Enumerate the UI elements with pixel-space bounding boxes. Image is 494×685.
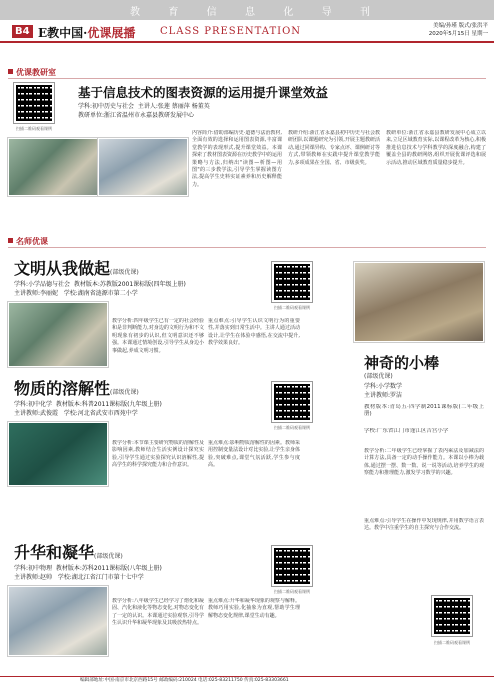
lesson-photo bbox=[98, 138, 188, 196]
lesson-title bbox=[14, 256, 139, 279]
lesson-title-text: 文明从我做起 bbox=[14, 259, 111, 278]
article-title: 基于信息技术的图表资源的运用提升课堂效益 bbox=[78, 85, 329, 100]
footer: 编辑部地址:中国·南京市北京西路15号 邮政编码:210024 电话:025-83211750 传真:025-83303661 bbox=[0, 676, 494, 685]
brand-name: E教中国· bbox=[38, 26, 88, 40]
motto-char: 刊 bbox=[359, 7, 370, 18]
lesson-teacher: 主讲教师:李丽妮 bbox=[14, 290, 59, 297]
lesson-title bbox=[14, 376, 139, 399]
lesson-info bbox=[14, 280, 186, 298]
qr-code[interactable] bbox=[14, 83, 54, 123]
lesson-version: 教材版本:科普2011课标版(九年级上册) bbox=[55, 401, 162, 408]
qr-code[interactable] bbox=[432, 596, 472, 636]
lesson-column: 教学分析:八年级学生已经学习了熔化和凝固、汽化和液化等物态变化,对物态变化有了一定的认识。本课通过实验观察,引导学生认识升华和凝华现象及其吸放热特点。 bbox=[112, 598, 204, 627]
lesson-school: 学校:湖南省涟源市第二小学 bbox=[63, 290, 138, 297]
lesson-school: 学校:湖北江省江门市第十七中学 bbox=[57, 574, 144, 581]
lesson-title bbox=[14, 540, 123, 563]
info-subject: 学科:初中历史与社会 bbox=[78, 103, 135, 110]
lesson-info bbox=[364, 372, 402, 401]
qr-code[interactable] bbox=[272, 382, 312, 422]
section-divider bbox=[8, 78, 486, 79]
lesson-teacher: 主讲教师:罗洁 bbox=[364, 392, 403, 399]
section-label-lessons: 名师优课 bbox=[8, 236, 48, 247]
lesson-tag: (部级优课) bbox=[110, 389, 139, 396]
info-teacher: 主讲人:张莲 蔡丽萍 杨董英 bbox=[137, 103, 210, 110]
qr-caption: 扫描二维码观看课例 bbox=[274, 589, 310, 594]
lesson-teacher: 主讲教师:武俊霞 bbox=[14, 410, 59, 417]
article-column: 教研介绍:浙江省永嘉县初中历史与社会教研团队以课题研究为引领,开展主题教研活动,通过同课异构、专家点评、课例研讨等方式,带领教师在实践中提升课堂教学能力,多项成果在全国、省、市级获奖。 bbox=[288, 130, 380, 166]
qr-caption: 扫描二维码观看课例 bbox=[274, 425, 310, 430]
header-motto bbox=[130, 3, 370, 18]
qr-caption: 扫描二维码观看课例 bbox=[434, 640, 470, 645]
lesson-tag: (部级优课) bbox=[364, 373, 393, 380]
motto-char: 育 bbox=[168, 7, 179, 18]
brand-title bbox=[38, 24, 135, 41]
lesson-subject: 学科:小学数学 bbox=[364, 382, 403, 390]
lesson-photo bbox=[354, 262, 484, 342]
lesson-school: 学校:河北省武安市西苑中学 bbox=[63, 410, 138, 417]
qr-caption: 扫描二维码观看课例 bbox=[16, 126, 52, 131]
lesson-version: 教材版本:苏科2011课标版(八年级上册) bbox=[55, 565, 162, 572]
qr-caption: 扫描二维码观看课例 bbox=[274, 305, 310, 310]
editor-line: 美编/孙瑾 版式/张洪平 bbox=[433, 23, 488, 29]
lesson-tag: (部级优课) bbox=[94, 553, 123, 560]
qr-code[interactable] bbox=[272, 262, 312, 302]
lesson-version: 教材版本:青岛五·四学制2011课标版(二年级上册) bbox=[364, 404, 484, 417]
lesson-subject: 学科:初中物理 bbox=[14, 565, 53, 572]
motto-char: 化 bbox=[283, 7, 294, 18]
lesson-column: 教学分析:本节课主要研究物质的溶解性及影响因素,教师结合生活实例设计探究实验,引导学生通过实验探究认识溶解性,提高学生的科学探究能力和合作意识。 bbox=[112, 440, 204, 469]
lesson-column: 教学分析:二年级学生已经掌握了表内乘法及加减法的计算方法,具备一定的动手操作能力。本课以小棒为载体,通过摆一摆、数一数、说一说等活动,培养学生的观察能力和推理能力,激发学习数学的兴趣。 bbox=[364, 448, 484, 477]
lesson-subject: 学科:小学品德与社会 bbox=[14, 281, 71, 288]
issue-meta bbox=[392, 22, 488, 38]
lesson-photo bbox=[8, 422, 108, 486]
lesson-column: 重点难点:影响物质溶解性的因素。教师采用控制变量法设计对比实验,让学生亲身体验,突破难点,课堂气氛活跃,学生参与度高。 bbox=[208, 440, 300, 469]
lesson-info bbox=[14, 400, 162, 418]
lesson-school: 学校:广东省江门市蓬江区吉宫小学 bbox=[364, 428, 449, 434]
lesson-column: 重点难点:引导学生认识文明行为的重要性,并落实到日常生活中。主讲人通过活动设计,让学生在体验中感悟,在交流中提升,教学效果良好。 bbox=[208, 318, 300, 347]
lesson-subject: 学科:初中化学 bbox=[14, 401, 53, 408]
qr-code[interactable] bbox=[272, 546, 312, 586]
lesson-photo bbox=[8, 302, 108, 367]
lesson-column: 重点难点:引导学生在操作中发现规律,并用数学语言表达。教学中注重学生的自主探究与合作交流。 bbox=[364, 518, 484, 532]
lesson-column: 重点难点:升华和凝华现象的观察与解释。教师巧用实验,化抽象为直观,帮助学生理解物态变化规律,课堂生动有趣。 bbox=[208, 598, 300, 619]
motto-char: 信 bbox=[206, 7, 217, 18]
article-column: 内容简介:借助部编历史·道德与法治教材,全面有效的选择和运用图表资源,丰富课堂教学的表现形式,提升课堂效益。本课探索了教材图表资源在历史教学中的运用策略与方法,归纳出"读图—析图—用图"的三步教学法,引导学生掌握读图方法,提高学生史料实证素养和历史解释能力。 bbox=[192, 130, 282, 188]
lesson-info bbox=[14, 564, 162, 582]
lesson-teacher: 主讲教师:赵帅 bbox=[14, 574, 53, 581]
lesson-title-text: 升华和凝华 bbox=[14, 543, 95, 562]
english-title: CLASS PRESENTATION bbox=[160, 26, 302, 37]
brand-accent: 优课展播 bbox=[87, 26, 136, 40]
info-school: 教研单位:浙江省温州市永嘉县教研发展中心 bbox=[78, 112, 195, 119]
section-divider bbox=[8, 247, 486, 248]
article-info bbox=[78, 102, 210, 120]
lesson-version: 教材版本:苏教版2001课标版(四年级上册) bbox=[73, 281, 186, 288]
motto-char: 导 bbox=[321, 7, 332, 18]
page-number: B4 bbox=[12, 25, 33, 38]
lesson-tag: (部级优课) bbox=[110, 269, 139, 276]
motto-char: 息 bbox=[244, 7, 255, 18]
lesson-title: 神奇的小棒 bbox=[364, 354, 440, 372]
lesson-photo bbox=[8, 586, 108, 656]
date-line: 2020年5月15日 星期一 bbox=[428, 31, 488, 37]
motto-char: 教 bbox=[130, 7, 140, 18]
section-label-research: 优课教研室 bbox=[8, 67, 56, 78]
lesson-photo bbox=[8, 138, 98, 196]
lesson-column: 教学分析:四年级学生已有一定的社会经验和是非判断能力,对身边的文明行为和不文明现象有初步的认识,但文明意识还不够强。本课通过情境创设,引导学生从身边小事做起,养成文明习惯。 bbox=[112, 318, 204, 354]
article-column: 教研单位:浙江省永嘉县教研发展中心成立以来,立足区域教育实际,以课程改革为核心,积极推进信息技术与学科教学的深度融合,构建了覆盖全县的教研网络,组织开展优课评选和展示活动,推动区域教育质量稳步提升。 bbox=[386, 130, 486, 166]
lesson-title-text: 物质的溶解性 bbox=[14, 379, 111, 398]
